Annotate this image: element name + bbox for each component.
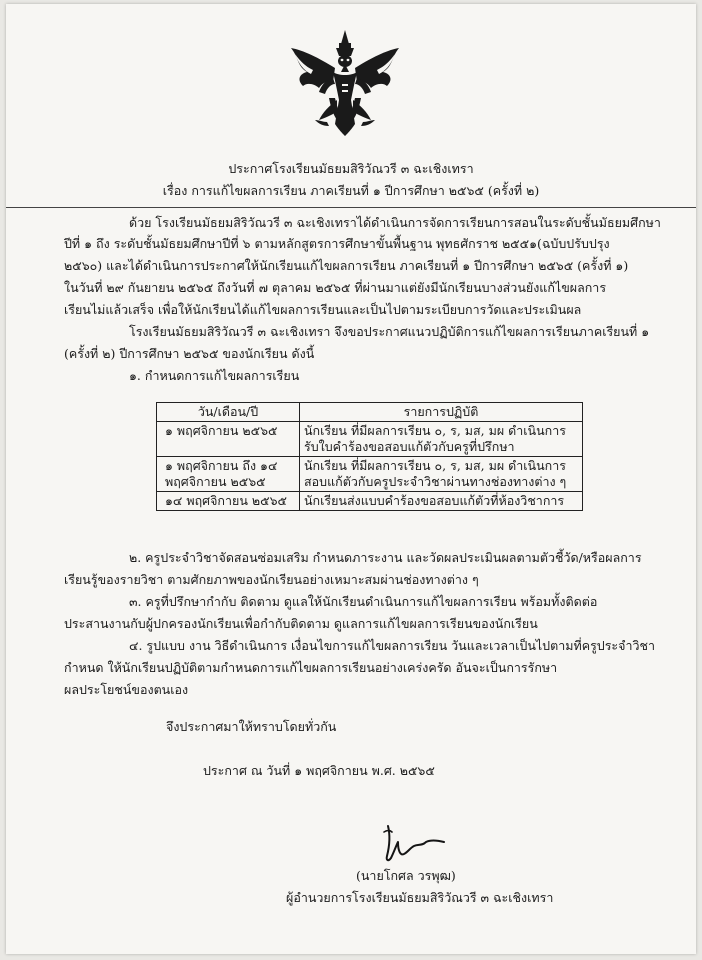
item-4-line: กำหนด ให้นักเรียนปฏิบัติตามกำหนดการแก้ไขผลการเรียนอย่างเคร่งครัด อันจะเป็นการรักษา <box>64 660 558 675</box>
signatory-name: (นายโกศล วรพุฒ) <box>356 868 456 883</box>
table-row <box>157 457 583 492</box>
table-cell-action: นักเรียน ที่มีผลการเรียน ๐, ร, มส, มผ ดำเนินการ สอบแก้ตัวกับครูประจำวิชาผ่านทางช่องทางต่าง ๆ <box>300 457 583 492</box>
para1-line: ในวันที่ ๒๙ กันยายน ๒๕๖๕ ถึงวันที่ ๗ ตุลาคม ๒๕๖๕ ที่ผ่านมาแต่ยังมีนักเรียนบางส่วนยังแก้ไขผลการ <box>64 280 607 295</box>
para1-line: เรียนไม่แล้วเสร็จ เพื่อให้นักเรียนได้แก้ไขผลการเรียนและเป็นไปตามระเบียบการวัดและประเมินผล <box>64 302 582 317</box>
item-2-line: เรียนรู้ของรายวิชา ตามศักยภาพของนักเรียนอย่างเหมาะสมผ่านช่องทางต่าง ๆ <box>64 572 479 587</box>
column-header-action: รายการปฏิบัติ <box>300 403 583 422</box>
item-3-line: ๓. ครูที่ปรึกษากำกับ ติดตาม ดูแลให้นักเรียนดำเนินการแก้ไขผลการเรียน พร้อมทั้งติดต่อ <box>129 594 598 609</box>
para1-line: ด้วย โรงเรียนมัธยมสิริวัณวรี ๓ ฉะเชิงเทราได้ดำเนินการจัดการเรียนการสอนในระดับชั้นมัธยมศึกษา <box>129 215 661 230</box>
signatory-position: ผู้อำนวยการโรงเรียนมัธยมสิริวัณวรี ๓ ฉะเชิงเทรา <box>286 890 554 905</box>
announcement-page <box>6 4 696 954</box>
table-row <box>157 492 583 511</box>
schedule-table <box>156 402 583 511</box>
table-cell-date: ๑ พฤศจิกายน ถึง ๑๔ พฤศจิกายน ๒๕๖๕ <box>157 457 300 492</box>
para1-line: ปีที่ ๑ ถึง ระดับชั้นมัธยมศึกษาปีที่ ๖ ตามหลักสูตรการศึกษาขั้นพื้นฐาน พุทธศักราช ๒๕๕๑(ฉบับปรับปรุง <box>64 236 610 251</box>
closing-statement: จึงประกาศมาให้ทราบโดยทั่วกัน <box>166 719 337 734</box>
column-header-date: วัน/เดือน/ปี <box>157 403 300 422</box>
para2-line: (ครั้งที่ ๒) ปีการศึกษา ๒๕๖๕ ของนักเรียน ดังนี้ <box>64 346 315 361</box>
garuda-emblem <box>289 28 401 138</box>
table-cell-date: ๑ พฤศจิกายน ๒๕๖๕ <box>157 422 300 457</box>
para2-line: โรงเรียนมัธยมสิริวัณวรี ๓ ฉะเชิงเทรา จึงขอประกาศแนวปฏิบัติการแก้ไขผลการเรียนภาคเรียนที่ ๑ <box>129 324 650 339</box>
table-header-row <box>157 403 583 422</box>
para1-line: ๒๕๖๐) และได้ดำเนินการประกาศให้นักเรียนแก้ไขผลการเรียน ภาคเรียนที่ ๑ ปีการศึกษา ๒๕๖๕ (ครั้งที่ ๑) <box>64 258 629 273</box>
table-cell-action: นักเรียน ที่มีผลการเรียน ๐, ร, มส, มผ ดำเนินการ รับใบคำร้องขอสอบแก้ตัวกับครูที่ปรึกษา <box>300 422 583 457</box>
announcement-title: ประกาศโรงเรียนมัธยมสิริวัณวรี ๓ ฉะเชิงเทรา <box>228 161 474 176</box>
item-4-line: ผลประโยชน์ของตนเอง <box>64 682 189 697</box>
signature-image <box>378 822 448 864</box>
item-3-line: ประสานงานกับผู้ปกครองนักเรียนเพื่อกำกับติดตาม ดูแลการแก้ไขผลการเรียนของนักเรียน <box>64 616 538 631</box>
table-cell-date: ๑๔ พฤศจิกายน ๒๕๖๕ <box>157 492 300 511</box>
announcement-subject: เรื่อง การแก้ไขผลการเรียน ภาคเรียนที่ ๑ ปีการศึกษา ๒๕๖๕ (ครั้งที่ ๒) <box>162 183 540 198</box>
item-4-line: ๔. รูปแบบ งาน วิธีดำเนินการ เงื่อนไขการแก้ไขผลการเรียน วันและเวลาเป็นไปตามที่ครูประจำวิชา <box>129 638 656 653</box>
header-divider <box>6 207 696 208</box>
announcement-date: ประกาศ ณ วันที่ ๑ พฤศจิกายน พ.ศ. ๒๕๖๕ <box>203 763 435 778</box>
item-2-line: ๒. ครูประจำวิชาจัดสอนซ่อมเสริม กำหนดภาระงาน และวัดผลประเมินผลตามตัวชี้วัด/หรือผลการ <box>129 550 642 565</box>
table-cell-action: นักเรียนส่งแบบคำร้องขอสอบแก้ตัวที่ห้องวิชาการ <box>300 492 583 511</box>
table-row <box>157 422 583 457</box>
item-1-heading: ๑. กำหนดการแก้ไขผลการเรียน <box>129 368 300 383</box>
